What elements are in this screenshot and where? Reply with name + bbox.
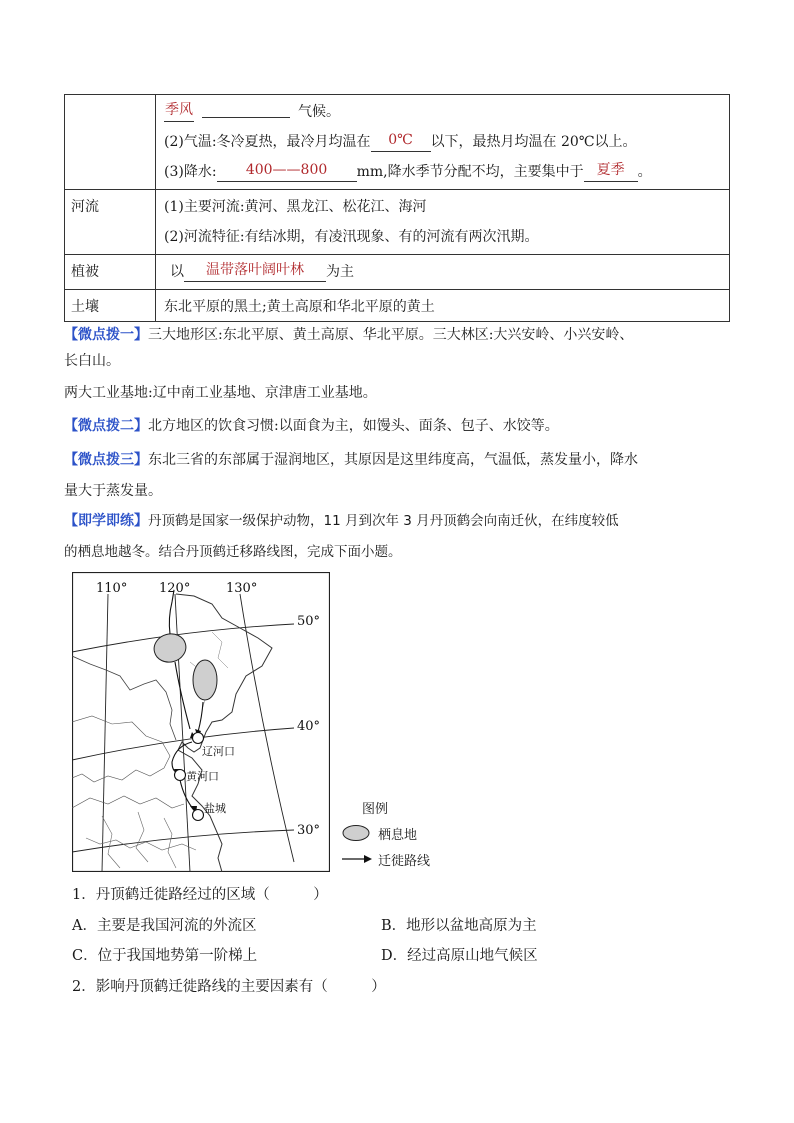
latitude-label-50: 50°	[297, 614, 321, 629]
precipitation-middle: mm,降水季节分配不均，主要集中于	[356, 164, 584, 180]
north-region-table	[64, 94, 730, 322]
longitude-label-130: 130°	[226, 581, 258, 596]
question-1-option-b[interactable]: B．地形以盆地高原为主	[381, 918, 537, 934]
legend-route-label: 迁徙路线	[378, 852, 431, 868]
legend-route	[340, 846, 430, 872]
yancheng-point	[193, 810, 204, 821]
practice-continued: 的栖息地越冬。结合丹顶鹤迁移路线图，完成下面小题。	[64, 544, 402, 560]
question-2-stem: 2．影响丹顶鹤迁徙路线的主要因素有（ ）	[72, 979, 386, 995]
precipitation-prefix: (3)降水:	[164, 164, 217, 180]
soil-text: 东北平原的黑土;黄土高原和华北平原的黄土	[164, 299, 435, 315]
tip-three-text: 东北三省的东部属于湿润地区，其原因是这里纬度高，气温低，蒸发量小，降水	[148, 452, 638, 468]
tip-two-tag: 【微点拨二】	[64, 418, 148, 434]
rivers-label: 河流	[65, 190, 156, 255]
question-1-option-a[interactable]: A．主要是我国河流的外流区	[72, 918, 257, 934]
vegetation-prefix: 以	[170, 264, 184, 280]
question-1-stem: 1．丹顶鹤迁徙路经过的区域（ ）	[72, 887, 328, 903]
route-arrow-icon	[340, 852, 374, 866]
vegetation-content-cell	[156, 255, 730, 290]
practice-tag: 【即学即练】	[64, 513, 148, 529]
vegetation-answer: 温带落叶阔叶林	[184, 259, 326, 282]
tip-three-tag: 【微点拨三】	[64, 452, 148, 468]
vegetation-label: 植被	[65, 255, 156, 290]
climate-type-suffix: 气候。	[298, 104, 340, 120]
liaohe-estuary-point	[193, 733, 204, 744]
crane-migration-map	[72, 572, 330, 872]
habitat-east	[193, 660, 217, 700]
soil-content-cell	[156, 290, 730, 322]
rivers-line-1: (1)主要河流:黄河、黑龙江、松花江、海河	[164, 199, 427, 215]
temperature-prefix: (2)气温:冬冷夏热，最冷月均温在	[164, 134, 371, 150]
rivers-content-cell	[156, 190, 730, 255]
table-row-rivers	[65, 190, 730, 255]
longitude-label-110: 110°	[96, 581, 128, 596]
soil-label: 土壤	[65, 290, 156, 322]
tip-one-tag: 【微点拨一】	[64, 327, 148, 343]
practice-intro	[64, 508, 734, 565]
climate-type-answer: 季风	[164, 99, 194, 122]
place-label-yellow-river: 黄河口	[186, 770, 219, 783]
place-label-yancheng: 盐城	[204, 802, 226, 815]
latitude-label-40: 40°	[297, 719, 321, 734]
habitat-legend-icon	[340, 824, 372, 842]
precipitation-season-answer: 夏季	[584, 159, 638, 182]
precipitation-suffix: 。	[637, 164, 652, 180]
tip-two-text: 北方地区的饮食习惯:以面食为主，如馒头、面条、包子、水饺等。	[148, 418, 559, 434]
table-row-soil	[65, 290, 730, 322]
tip-one-continued: 长白山。	[64, 353, 120, 369]
question-1-option-d[interactable]: D．经过高原山地气候区	[381, 948, 538, 964]
temperature-answer: 0℃	[371, 129, 431, 152]
climate-line-3	[164, 159, 729, 189]
climate-line-2	[164, 129, 729, 159]
tip-one	[64, 322, 734, 406]
table-row-climate	[65, 95, 730, 190]
vegetation-line	[164, 259, 729, 289]
legend-habitat-label: 栖息地	[378, 826, 418, 842]
question-1-option-c[interactable]: C．位于我国地势第一阶梯上	[72, 948, 258, 964]
place-label-liaohe: 辽河口	[202, 745, 235, 758]
legend-title: 图例	[362, 801, 389, 816]
climate-content-cell	[156, 95, 730, 190]
temperature-suffix: 以下，最热月均温在 20℃以上。	[430, 134, 637, 150]
latitude-label-30: 30°	[297, 823, 321, 838]
tip-two	[64, 413, 734, 439]
legend-habitat	[340, 820, 430, 846]
longitude-label-120: 120°	[159, 581, 191, 596]
tip-one-industry: 两大工业基地:辽中南工业基地、京津唐工业基地。	[64, 385, 377, 401]
answer-blank	[202, 99, 290, 118]
precipitation-answer: 400——800	[217, 159, 357, 182]
practice-text: 丹顶鹤是国家一级保护动物，11 月到次年 3 月丹顶鹤会向南迁伙，在纬度较低	[148, 513, 619, 529]
vegetation-suffix: 为主	[326, 264, 354, 280]
tip-one-text: 三大地形区:东北平原、黄土高原、华北平原。三大林区:大兴安岭、小兴安岭、	[148, 327, 634, 343]
map-legend	[340, 798, 430, 872]
tip-three-continued: 量大于蒸发量。	[64, 483, 162, 499]
table-row-vegetation	[65, 255, 730, 290]
climate-line-1	[164, 99, 729, 129]
yellow-river-estuary-point	[175, 770, 186, 781]
rivers-line-2: (2)河流特征:有结冰期，有凌汛现象、有的河流有两次汛期。	[164, 229, 539, 245]
tip-three	[64, 447, 734, 504]
climate-label-cell	[65, 95, 156, 190]
